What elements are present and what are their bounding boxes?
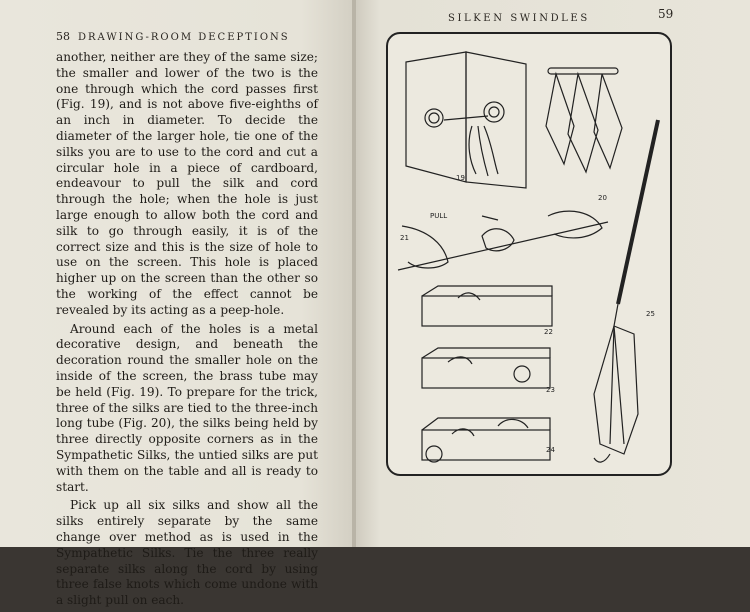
fig-24-box-drawing: [422, 418, 550, 462]
illustration-drawings: [388, 34, 670, 474]
left-running-head-title: DRAWING-ROOM DECEPTIONS: [78, 32, 290, 43]
fig-21-label: 21: [400, 234, 409, 242]
fig-19-screen-drawing: [406, 52, 526, 188]
fig-23-box-drawing: [422, 348, 550, 388]
left-page-number: 58: [56, 30, 70, 43]
paragraph-2: Around each of the holes is a metal decorative design, and beneath the decoration round the smaller hole on the inside of the screen, the brass tube may be held (Fig. 19). To prepare for the trick, three of the silks are tied to the three-inch long tube (Fig. 20), the silks being held by three directly opposite corners as in the Sympathetic Silks, the untied silks are put with them on the table and all is ready to start.: [56, 321, 318, 494]
right-running-head: SILKEN SWINDLES: [448, 13, 590, 24]
fig-24-label: 24: [546, 446, 555, 454]
left-page: [0, 0, 354, 608]
body-text: [56, 50, 318, 612]
paragraph-3: Pick up all six silks and show all the silks entirely separate by the same change over method as is used in the Sympathetic Silks. Tie the three really separate silks along the cord by using three false knots which come undone with a slight pull on each.: [56, 498, 318, 608]
fig-19-label: 19: [456, 174, 465, 182]
fig-23-label: 23: [546, 386, 555, 394]
fig-25-wand-umbrella-drawing: [594, 120, 658, 462]
left-running-head: [56, 30, 290, 43]
right-page-number: 59: [658, 7, 674, 21]
fig-20-label: 20: [598, 194, 607, 202]
fig-22-box-drawing: [422, 286, 552, 326]
paragraph-1: another, neither are they of the same size; the smaller and lower of the two is the one through which the cord passes first (Fig. 19), and is not above five-eighths of an inch in diameter. To decide the diameter of the larger hole, tie one of the silks you are to use to the cord and cut a circular hole in a piece of cardboard, endeavour to pull the silk and cord through the hole; when the hole is just large enough to allow both the cord and silk to go through easily, it is of the correct size and this is the size of hole to use on the screen. This hole is placed higher up on the screen than the other so the working of the effect cannot be revealed by its acting as a peep-hole.: [56, 50, 318, 317]
fig-21-pull-label: PULL: [430, 212, 448, 220]
fig-25-label: 25: [646, 310, 655, 318]
fig-20-silks-drawing: [546, 68, 622, 172]
fig-22-label: 22: [544, 328, 553, 336]
illustration-plate: [386, 32, 672, 476]
